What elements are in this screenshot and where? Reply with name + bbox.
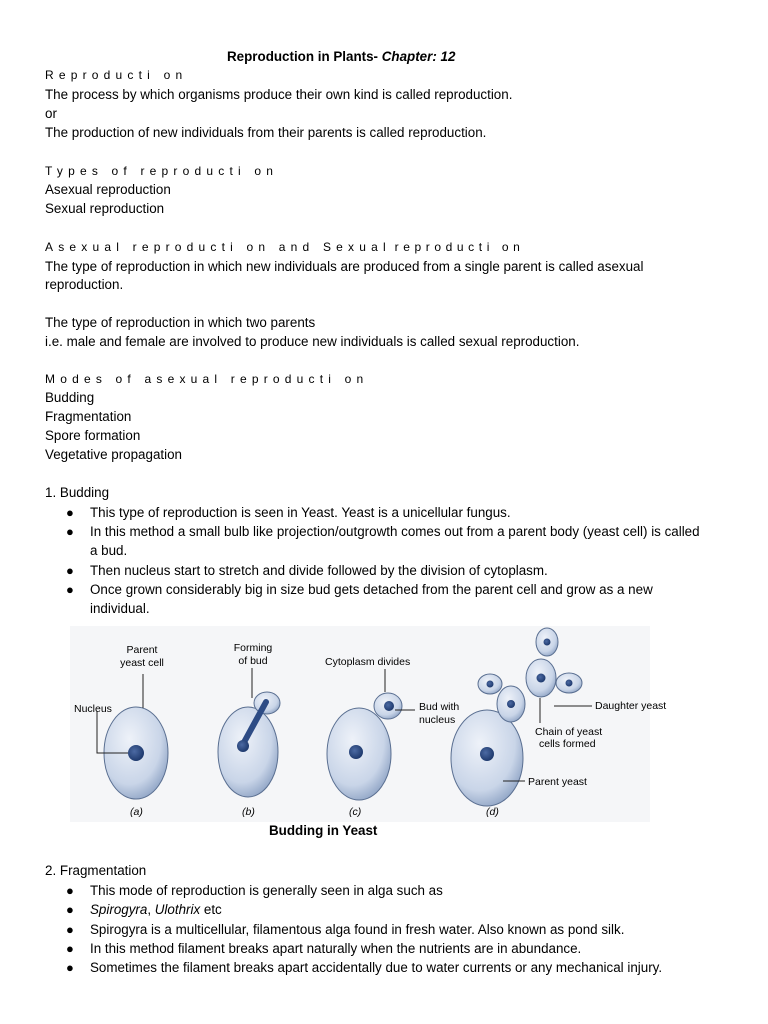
- bullet-text: [90, 900, 730, 919]
- bullet-text: This mode of reproduction is generally seen in alga such as: [90, 883, 443, 898]
- title-main: Reproduction in Plants-: [227, 49, 382, 64]
- asexual-definition-1: The type of reproduction in which new individuals are produced from a single parent is called asexual: [45, 259, 644, 274]
- bullet-text: In this method a small bulb like projection/outgrowth comes out from a parent body (yeast cell) is called a bud.: [90, 524, 700, 558]
- title-chapter: Chapter: 12: [381, 49, 456, 64]
- label-parent: Parent: [126, 644, 158, 656]
- or-text: or: [45, 106, 57, 121]
- bullet-text: Then nucleus start to stretch and divide followed by the division of cytoplasm.: [90, 563, 548, 578]
- parent-cell-b: [218, 707, 278, 797]
- mode-item: Spore formation: [45, 428, 141, 443]
- nucleus-a: [128, 745, 144, 761]
- label-bud-with: Bud with: [419, 701, 460, 713]
- mode-item: Budding: [45, 390, 95, 405]
- asexual-definition-2: reproduction.: [45, 277, 124, 292]
- page-title: [227, 49, 455, 64]
- label-c: (c): [349, 806, 362, 818]
- type-item: Sexual reproduction: [45, 201, 165, 216]
- species-ulothrix: Ulothrix: [154, 902, 201, 917]
- label-cytoplasm: Cytoplasm divides: [325, 656, 411, 668]
- heading-reproduction: Reproducti on: [45, 68, 188, 82]
- heading-asexual-sexual: [45, 238, 524, 256]
- label-d: (d): [486, 806, 499, 818]
- heading-asexual-sexual-b: reproducti on: [394, 240, 525, 254]
- mode-item: Vegetative propagation: [45, 447, 182, 462]
- label-cells-formed: cells formed: [539, 738, 596, 750]
- species-spirogyra: Spirogyra: [90, 902, 148, 917]
- bullet-text: This type of reproduction is seen in Yeast. Yeast is a unicellular fungus.: [90, 505, 511, 520]
- definition-2: The production of new individuals from their parents is called reproduction.: [45, 125, 487, 140]
- heading-types: Types of reproducti on: [45, 164, 279, 178]
- label-forming: Forming: [233, 642, 273, 654]
- label-parent-yeast: Parent yeast: [528, 776, 587, 788]
- label-b: (b): [242, 806, 255, 818]
- definition-1: The process by which organisms produce their own kind is called reproduction.: [45, 87, 513, 102]
- bullet-text: Spirogyra is a multicellular, filamentous alga found in fresh water. Also known as pond silk.: [90, 922, 625, 937]
- bullet-text: Sometimes the filament breaks apart accidentally due to water currents or any mechanical injury.: [90, 960, 663, 975]
- heading-asexual-sexual-a: Asexual reproducti on and Sexual: [45, 240, 391, 254]
- label-chain: Chain of yeast: [535, 726, 603, 738]
- heading-fragmentation: 2. Fragmentation: [45, 863, 147, 878]
- etc-text: etc: [200, 902, 222, 917]
- label-of-bud: of bud: [238, 655, 268, 667]
- budding-yeast-figure: [70, 626, 667, 822]
- type-item: Asexual reproduction: [45, 182, 171, 197]
- figure-caption: Budding in Yeast: [269, 823, 378, 838]
- label-yeast-cell: yeast cell: [120, 657, 164, 669]
- heading-modes: Modes of asexual reproducti on: [45, 372, 369, 386]
- sexual-definition-2: i.e. male and female are involved to produce new individuals is called sexual reproduction.: [45, 334, 580, 349]
- bullet-text: Once grown considerably big in size bud gets detached from the parent cell and grow as a new individual.: [90, 582, 653, 616]
- separator: ,: [147, 902, 155, 917]
- label-a: (a): [130, 806, 143, 818]
- label-daughter-yeast: Daughter yeast: [595, 700, 667, 712]
- label-nucleus-c: nucleus: [419, 714, 456, 726]
- label-nucleus: Nucleus: [74, 703, 112, 715]
- sexual-definition-1: The type of reproduction in which two parents: [45, 315, 316, 330]
- bullet-text: In this method filament breaks apart naturally when the nutrients are in abundance.: [90, 941, 582, 956]
- mode-item: Fragmentation: [45, 409, 132, 424]
- heading-budding: 1. Budding: [45, 485, 110, 500]
